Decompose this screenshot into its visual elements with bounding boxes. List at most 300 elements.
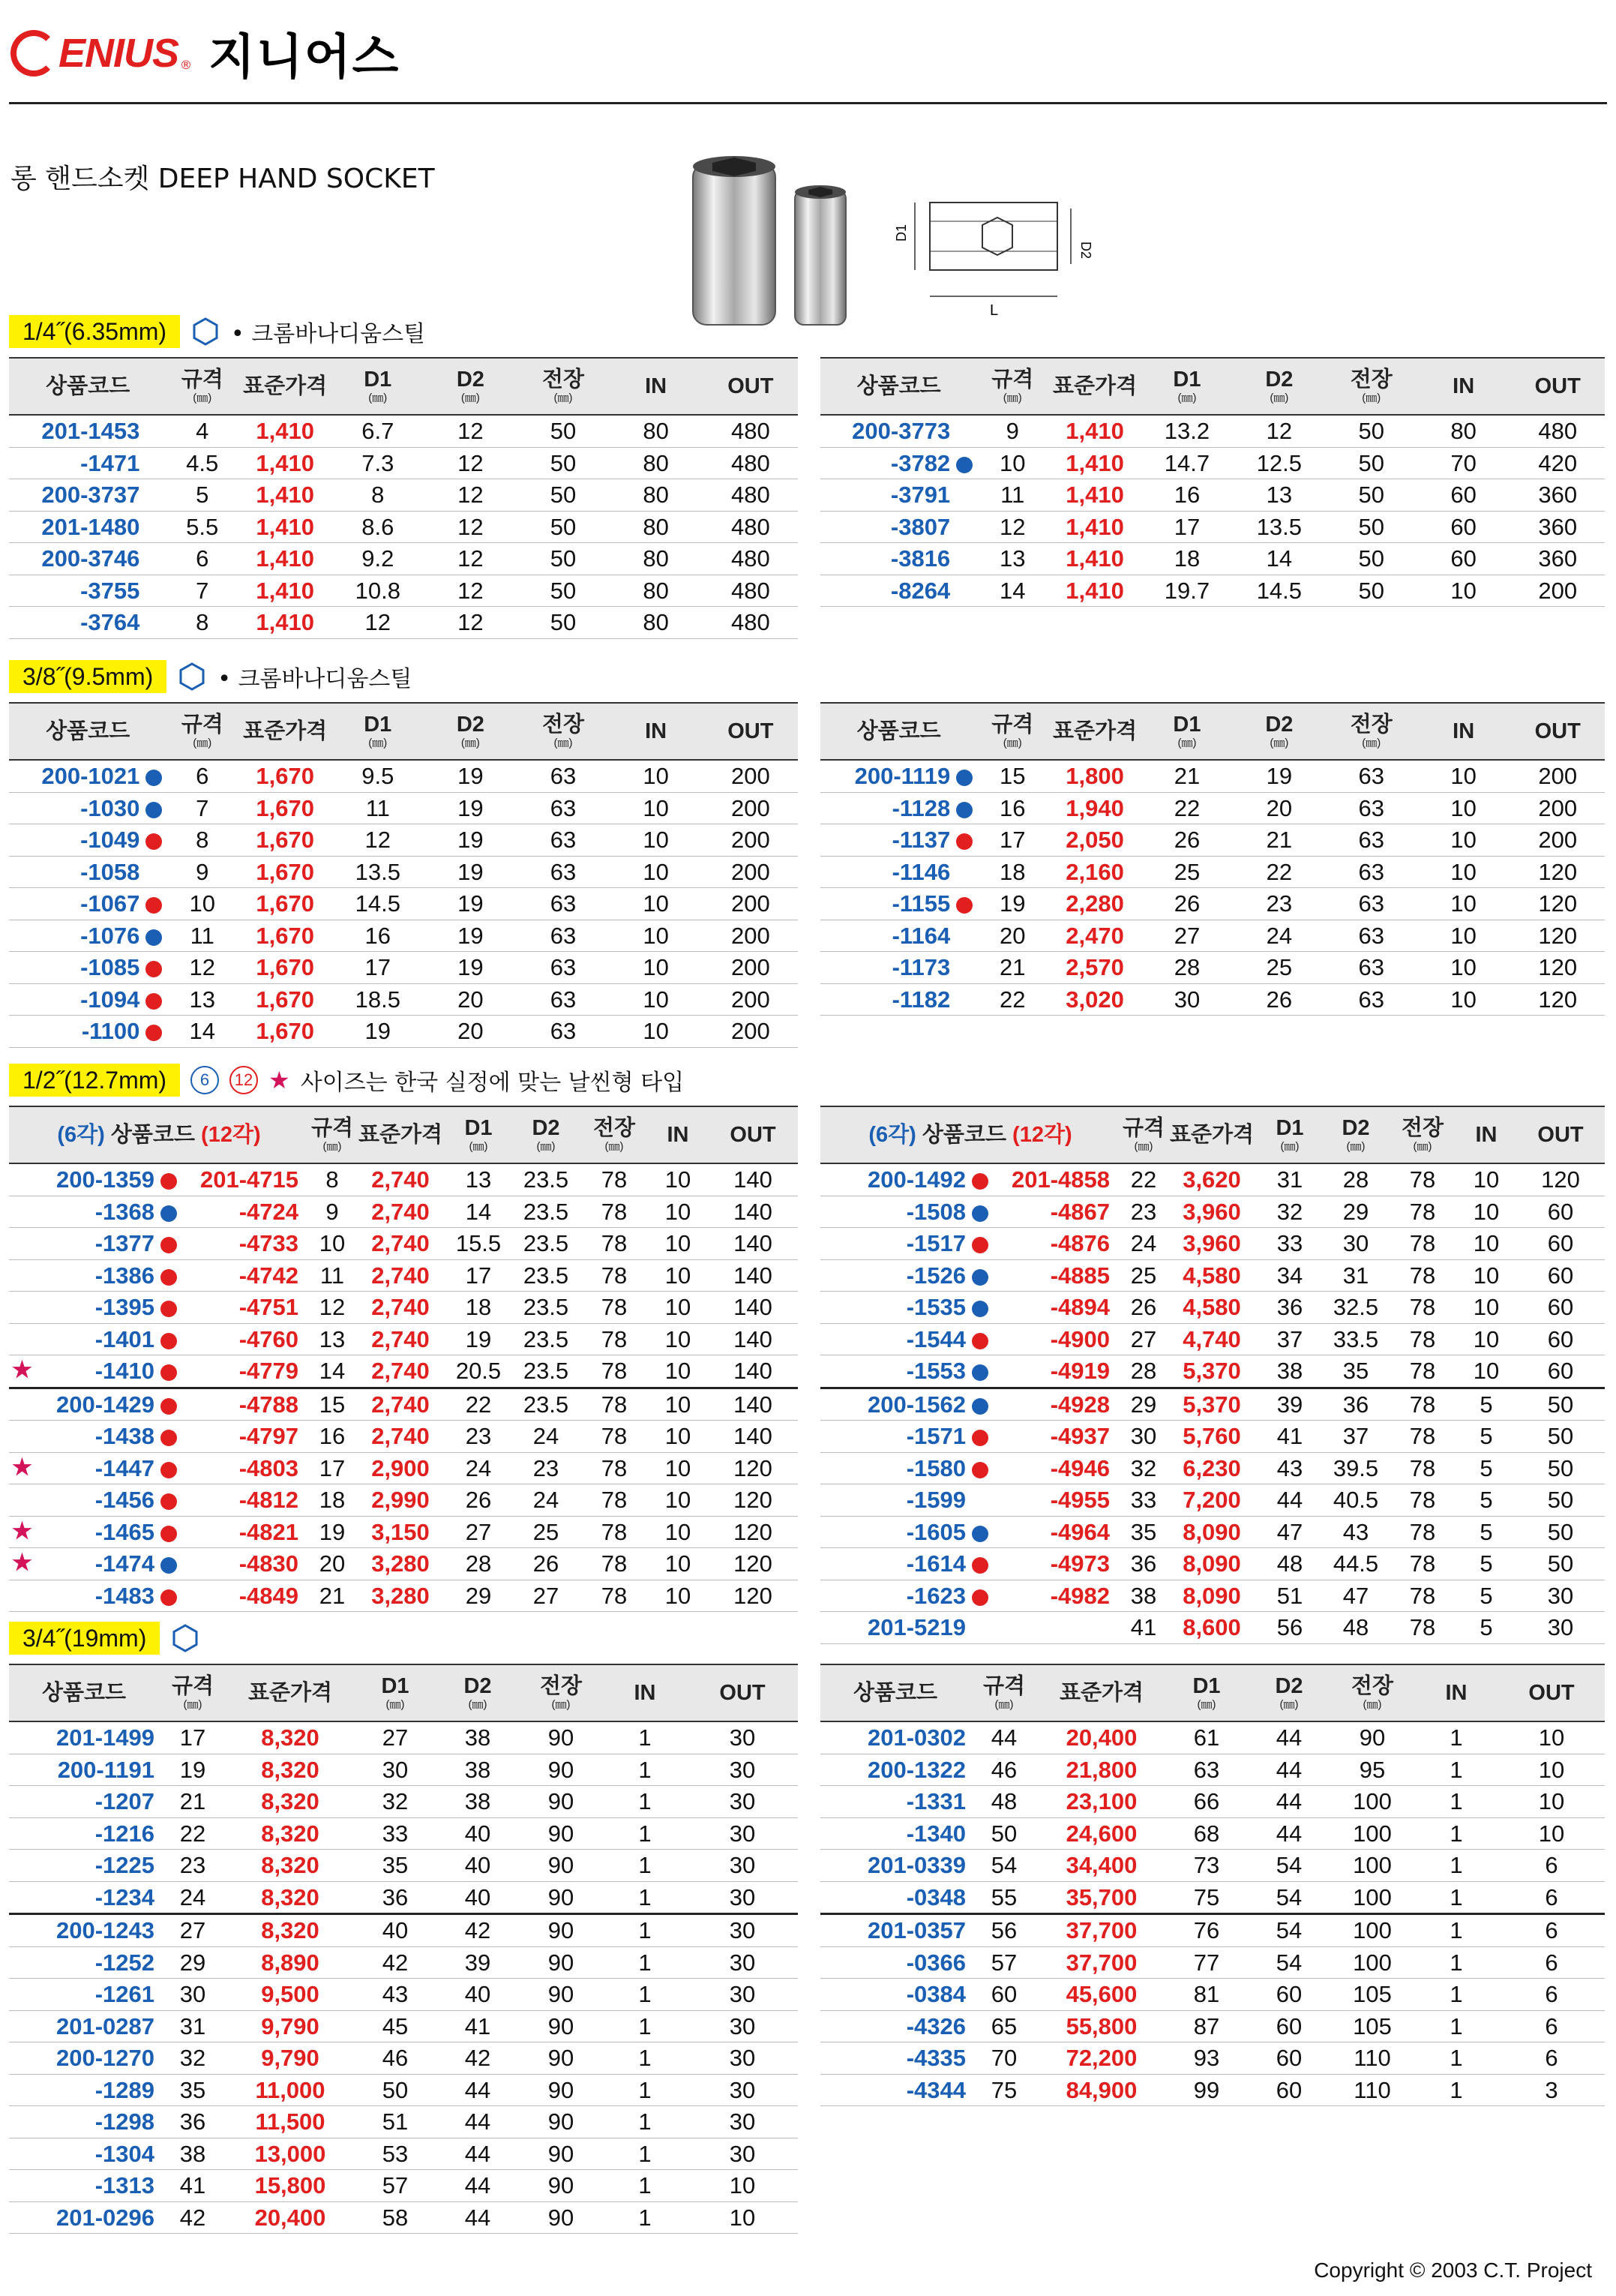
red-dot-icon (160, 1333, 177, 1349)
product-code-6pt: 200-1429 (9, 1388, 181, 1421)
out-qty: 200 (1510, 824, 1605, 857)
size: 44 (970, 1721, 1038, 1754)
in-qty: 10 (1417, 952, 1511, 984)
table-row (820, 1881, 1605, 1914)
d1: 46 (354, 2042, 436, 2075)
in-qty: 10 (648, 1292, 708, 1324)
product-code: 201-1480 (9, 511, 166, 543)
out-qty: 140 (708, 1163, 798, 1196)
d1: 31 (1257, 1163, 1323, 1196)
product-code: -1313 (9, 2170, 159, 2202)
table-row (9, 983, 798, 1016)
in-qty: 1 (603, 1946, 687, 1979)
in-qty: 80 (608, 607, 703, 639)
table-row (9, 543, 798, 575)
length: 78 (1389, 1163, 1456, 1196)
in-qty: 1 (1414, 1721, 1498, 1754)
col-d2: D2 (㎜) (436, 1664, 519, 1721)
d2: 12 (423, 575, 517, 607)
price: 1,410 (1048, 543, 1142, 575)
brand-logo (10, 20, 400, 87)
red-dot-icon (160, 1493, 177, 1510)
out-qty: 6 (1498, 2042, 1605, 2075)
d2: 13 (1232, 479, 1327, 512)
length: 78 (1389, 1484, 1456, 1517)
d1: 73 (1165, 1850, 1248, 1882)
d2: 23.5 (511, 1228, 580, 1260)
product-code: -1225 (9, 1850, 159, 1882)
d1: 15.5 (445, 1228, 511, 1260)
table-row (820, 415, 1605, 447)
product-code-12pt: -4973 (993, 1548, 1120, 1580)
col-in: IN (1417, 358, 1511, 415)
price: 2,050 (1048, 824, 1142, 857)
out-qty: 30 (687, 1817, 798, 1850)
d1: 36 (1257, 1292, 1323, 1324)
in-qty: 1 (603, 2074, 687, 2106)
col-code-dual: (6각) 상품코드 (12각) (820, 1106, 1120, 1163)
d1: 26 (445, 1484, 511, 1517)
length: 78 (580, 1548, 648, 1580)
price: 11,000 (226, 2074, 354, 2106)
out-qty: 10 (687, 2201, 798, 2234)
out-qty: 140 (708, 1292, 798, 1324)
col-price: 표준가격 (1038, 1664, 1165, 1721)
product-code-12pt: -4803 (181, 1452, 309, 1484)
empty-dot (145, 425, 162, 441)
product-code: 201-1453 (9, 415, 166, 447)
out-qty: 10 (1498, 1786, 1605, 1818)
out-qty: 120 (708, 1548, 798, 1580)
product-code: -1067 (9, 888, 166, 920)
length: 78 (1389, 1355, 1456, 1388)
size: 32 (1120, 1452, 1167, 1484)
d1: 30 (354, 1754, 436, 1786)
out-qty: 140 (708, 1323, 798, 1355)
d1: 19 (332, 1016, 423, 1048)
red-dot-icon (160, 1398, 177, 1415)
blue-dot-icon (972, 1301, 988, 1317)
out-qty: 6 (1498, 2010, 1605, 2042)
table-row (820, 1946, 1605, 1979)
price: 7,200 (1167, 1484, 1257, 1517)
table-row (820, 856, 1605, 888)
length: 78 (1389, 1421, 1456, 1453)
table-row (820, 1452, 1605, 1484)
length: 63 (1327, 824, 1417, 857)
length: 78 (580, 1452, 648, 1484)
size: 31 (159, 2010, 226, 2042)
hexagon-icon (177, 662, 207, 692)
out-qty: 200 (1510, 760, 1605, 792)
col-price: 표준가격 (238, 703, 332, 760)
out-qty: 50 (1516, 1421, 1605, 1453)
in-qty: 5 (1456, 1388, 1516, 1421)
size: 9 (166, 856, 238, 888)
out-qty: 480 (703, 543, 798, 575)
price: 1,670 (238, 760, 332, 792)
d2: 20 (1232, 792, 1327, 824)
table-row (820, 760, 1605, 792)
table-row (9, 2138, 798, 2170)
product-code: 200-1270 (9, 2042, 159, 2075)
size: 19 (977, 888, 1048, 920)
d1: 33 (354, 1817, 436, 1850)
size: 26 (1120, 1292, 1167, 1324)
col-d1: D1 (㎜) (1165, 1664, 1248, 1721)
price: 37,700 (1038, 1946, 1165, 1979)
product-code: 200-1119 (820, 760, 977, 792)
empty-dot (972, 1621, 988, 1637)
in-qty: 10 (1456, 1259, 1516, 1292)
col-code: 상품코드 (9, 1664, 159, 1721)
col-size: 규격 (㎜) (309, 1106, 355, 1163)
out-qty: 420 (1510, 447, 1605, 479)
product-code: 200-1021 (9, 760, 166, 792)
table-row (9, 1421, 798, 1453)
brand-korean-name: 지니어스 (208, 30, 400, 86)
size: 10 (166, 888, 238, 920)
length: 50 (518, 607, 609, 639)
d1: 50 (354, 2074, 436, 2106)
col-in: IN (648, 1106, 708, 1163)
size: 19 (309, 1516, 355, 1548)
in-qty: 10 (648, 1516, 708, 1548)
length: 105 (1330, 1979, 1414, 2011)
price: 8,090 (1167, 1516, 1257, 1548)
blue-dot-icon (956, 457, 973, 473)
d1: 58 (354, 2201, 436, 2234)
col-length: 전장 (㎜) (518, 703, 609, 760)
product-code: -1128 (820, 792, 977, 824)
in-qty: 80 (1417, 415, 1511, 447)
d1: 13.5 (332, 856, 423, 888)
in-qty: 1 (603, 1721, 687, 1754)
out-qty: 360 (1510, 511, 1605, 543)
size: 11 (309, 1259, 355, 1292)
table-row (9, 575, 798, 607)
hexagon-icon (190, 317, 220, 347)
d1: 51 (354, 2106, 436, 2138)
in-qty: 5 (1456, 1484, 1516, 1517)
length: 63 (1327, 983, 1417, 1016)
section-label: 3/8˝(9.5mm) (9, 660, 166, 693)
product-code-6pt: -1599 (820, 1484, 993, 1517)
table-row (820, 1516, 1605, 1548)
d1: 34 (1257, 1259, 1323, 1292)
price: 2,740 (355, 1163, 445, 1196)
table-row (9, 1979, 798, 2011)
size: 16 (309, 1421, 355, 1453)
product-code-12pt: 201-4715 (181, 1163, 309, 1196)
in-qty: 10 (1417, 888, 1511, 920)
product-code-6pt: -1395 (9, 1292, 181, 1324)
d2: 60 (1248, 2010, 1330, 2042)
empty-dot (145, 866, 162, 882)
size: 22 (1120, 1163, 1167, 1196)
d2: 47 (1323, 1580, 1389, 1612)
d1: 29 (445, 1580, 511, 1612)
col-out: OUT (708, 1106, 798, 1163)
product-code: -3791 (820, 479, 977, 512)
size: 21 (159, 1786, 226, 1818)
product-code: -1100 (9, 1016, 166, 1048)
price: 4,740 (1167, 1323, 1257, 1355)
price: 35,700 (1038, 1881, 1165, 1914)
in-qty: 10 (1417, 856, 1511, 888)
d1: 37 (1257, 1323, 1323, 1355)
d2: 54 (1248, 1914, 1330, 1947)
length: 90 (519, 1754, 603, 1786)
product-code: -1298 (9, 2106, 159, 2138)
table-row (820, 543, 1605, 575)
out-qty: 30 (687, 2106, 798, 2138)
col-in: IN (1417, 703, 1511, 760)
hex12-badge: 12 (229, 1066, 258, 1094)
table-row (9, 1817, 798, 1850)
length: 78 (1389, 1452, 1456, 1484)
size: 32 (159, 2042, 226, 2075)
out-qty: 60 (1516, 1323, 1605, 1355)
empty-dot (145, 521, 162, 537)
length: 78 (1389, 1228, 1456, 1260)
table-row (9, 1721, 798, 1754)
size: 19 (159, 1754, 226, 1786)
d2: 14 (1232, 543, 1327, 575)
price: 5,370 (1167, 1355, 1257, 1388)
length: 63 (518, 920, 609, 952)
out-qty: 120 (1510, 888, 1605, 920)
table-row (9, 1881, 798, 1914)
product-code: -3782 (820, 447, 977, 479)
length: 50 (518, 479, 609, 512)
product-code: 200-3746 (9, 543, 166, 575)
d2: 20 (423, 1016, 517, 1048)
size: 36 (1120, 1548, 1167, 1580)
price: 1,670 (238, 792, 332, 824)
size: 8 (309, 1163, 355, 1196)
d1: 28 (445, 1548, 511, 1580)
table-row (820, 2074, 1605, 2106)
table-row (9, 1228, 798, 1260)
price: 6,230 (1167, 1452, 1257, 1484)
d2: 12 (423, 607, 517, 639)
size: 36 (159, 2106, 226, 2138)
d2: 23.5 (511, 1163, 580, 1196)
d2: 22 (1232, 856, 1327, 888)
table-row (9, 2201, 798, 2234)
product-code-6pt: -1623 (820, 1580, 993, 1612)
product-code: -1331 (820, 1786, 970, 1818)
length: 90 (519, 1881, 603, 1914)
d1: 25 (1142, 856, 1232, 888)
out-qty: 120 (708, 1484, 798, 1517)
empty-dot (956, 993, 973, 1010)
in-qty: 10 (608, 824, 703, 857)
price: 1,410 (238, 607, 332, 639)
length: 90 (519, 1946, 603, 1979)
table-row (9, 2042, 798, 2075)
length: 78 (580, 1421, 648, 1453)
col-d1: D1 (㎜) (1142, 703, 1232, 760)
in-qty: 80 (608, 543, 703, 575)
length: 100 (1330, 1850, 1414, 1882)
d2: 12 (423, 447, 517, 479)
in-qty: 80 (608, 511, 703, 543)
product-code: -1137 (820, 824, 977, 857)
price: 8,320 (226, 1817, 354, 1850)
table-row (9, 1850, 798, 1882)
out-qty: 30 (687, 2010, 798, 2042)
out-qty: 30 (687, 1721, 798, 1754)
price: 3,620 (1167, 1163, 1257, 1196)
price: 1,670 (238, 1016, 332, 1048)
d2: 26 (511, 1548, 580, 1580)
out-qty: 200 (703, 1016, 798, 1048)
blue-dot-icon (145, 770, 162, 786)
section-label: 1/2˝(12.7mm) (9, 1064, 180, 1097)
price: 8,320 (226, 1881, 354, 1914)
length: 78 (580, 1355, 648, 1388)
product-code: -1304 (9, 2138, 159, 2170)
col-price: 표준가격 (355, 1106, 445, 1163)
red-dot-icon (956, 833, 973, 850)
d1: 17 (332, 952, 423, 984)
dimension-diagram (892, 188, 1093, 323)
d2: 40 (436, 1881, 519, 1914)
col-length: 전장 (㎜) (1389, 1106, 1456, 1163)
price: 1,800 (1048, 760, 1142, 792)
d2: 25 (1232, 952, 1327, 984)
col-d1: D1 (㎜) (332, 358, 423, 415)
d1: 45 (354, 2010, 436, 2042)
length: 78 (580, 1516, 648, 1548)
red-dot-icon (160, 1173, 177, 1190)
out-qty: 140 (708, 1196, 798, 1228)
d1: 18.5 (332, 983, 423, 1016)
out-qty: 6 (1498, 1979, 1605, 2011)
table-row (820, 952, 1605, 984)
table-row (820, 1612, 1605, 1644)
in-qty: 10 (1456, 1355, 1516, 1388)
size: 38 (1120, 1580, 1167, 1612)
price: 15,800 (226, 2170, 354, 2202)
table-row (9, 792, 798, 824)
product-code: -3764 (9, 607, 166, 639)
product-code: -4335 (820, 2042, 970, 2075)
size: 28 (1120, 1355, 1167, 1388)
price: 3,280 (355, 1580, 445, 1612)
product-code-12pt: -4779 (181, 1355, 309, 1388)
col-out: OUT (1510, 358, 1605, 415)
d1: 68 (1165, 1817, 1248, 1850)
product-code-6pt: 200-1562 (820, 1388, 993, 1421)
in-qty: 10 (1456, 1163, 1516, 1196)
length: 78 (1389, 1516, 1456, 1548)
d2: 23.5 (511, 1292, 580, 1324)
d1: 35 (354, 1850, 436, 1882)
table-row (820, 1228, 1605, 1260)
in-qty: 1 (1414, 1817, 1498, 1850)
empty-dot (956, 929, 973, 946)
d2: 44 (1248, 1754, 1330, 1786)
d2: 24 (511, 1421, 580, 1453)
spec-table-1-2-right (820, 1106, 1605, 1644)
table-row (820, 511, 1605, 543)
price: 1,410 (238, 511, 332, 543)
in-qty: 1 (603, 1979, 687, 2011)
product-code: 201-1499 (9, 1721, 159, 1754)
price: 5,370 (1167, 1388, 1257, 1421)
size: 15 (977, 760, 1048, 792)
length: 50 (1327, 447, 1417, 479)
length-label: L (990, 302, 999, 319)
product-code: -3807 (820, 511, 977, 543)
out-qty: 120 (1510, 856, 1605, 888)
length: 50 (518, 447, 609, 479)
product-code: -4326 (820, 2010, 970, 2042)
table-row (9, 415, 798, 447)
price: 4,580 (1167, 1259, 1257, 1292)
size: 17 (977, 824, 1048, 857)
col-out: OUT (1510, 703, 1605, 760)
length: 100 (1330, 1914, 1414, 1947)
out-qty: 140 (708, 1259, 798, 1292)
d1: 66 (1165, 1786, 1248, 1818)
length: 100 (1330, 1881, 1414, 1914)
star-icon: ★ (12, 1454, 32, 1480)
price: 55,800 (1038, 2010, 1165, 2042)
d2: 60 (1248, 2042, 1330, 2075)
size: 5.5 (166, 511, 238, 543)
out-qty: 10 (1498, 1817, 1605, 1850)
out-qty: 30 (687, 1881, 798, 1914)
product-code: 200-3773 (820, 415, 977, 447)
d1: 13 (445, 1163, 511, 1196)
length: 90 (519, 1850, 603, 1882)
col-d1: D1 (㎜) (445, 1106, 511, 1163)
length: 78 (580, 1323, 648, 1355)
out-qty: 120 (1510, 952, 1605, 984)
size: 13 (309, 1323, 355, 1355)
d1: 16 (1142, 479, 1232, 512)
length: 90 (519, 1979, 603, 2011)
in-qty: 80 (608, 479, 703, 512)
blue-dot-icon (160, 1205, 177, 1222)
size: 22 (159, 1817, 226, 1850)
product-code-12pt: -4964 (993, 1516, 1120, 1548)
price: 2,570 (1048, 952, 1142, 984)
col-d2: D2 (㎜) (511, 1106, 580, 1163)
hex6-badge: 6 (190, 1066, 219, 1094)
table-row (820, 2010, 1605, 2042)
d1: 11 (332, 792, 423, 824)
table-row (9, 824, 798, 857)
col-d2: D2 (㎜) (1232, 358, 1327, 415)
price: 24,600 (1038, 1817, 1165, 1850)
col-length: 전장 (㎜) (580, 1106, 648, 1163)
size: 17 (159, 1721, 226, 1754)
red-dot-icon (972, 1237, 988, 1253)
d1: 8 (332, 479, 423, 512)
in-qty: 5 (1456, 1548, 1516, 1580)
in-qty: 10 (648, 1196, 708, 1228)
product-code-12pt: -4894 (993, 1292, 1120, 1324)
out-qty: 480 (703, 511, 798, 543)
col-in: IN (608, 703, 703, 760)
in-qty: 10 (648, 1259, 708, 1292)
d2: 12 (423, 543, 517, 575)
